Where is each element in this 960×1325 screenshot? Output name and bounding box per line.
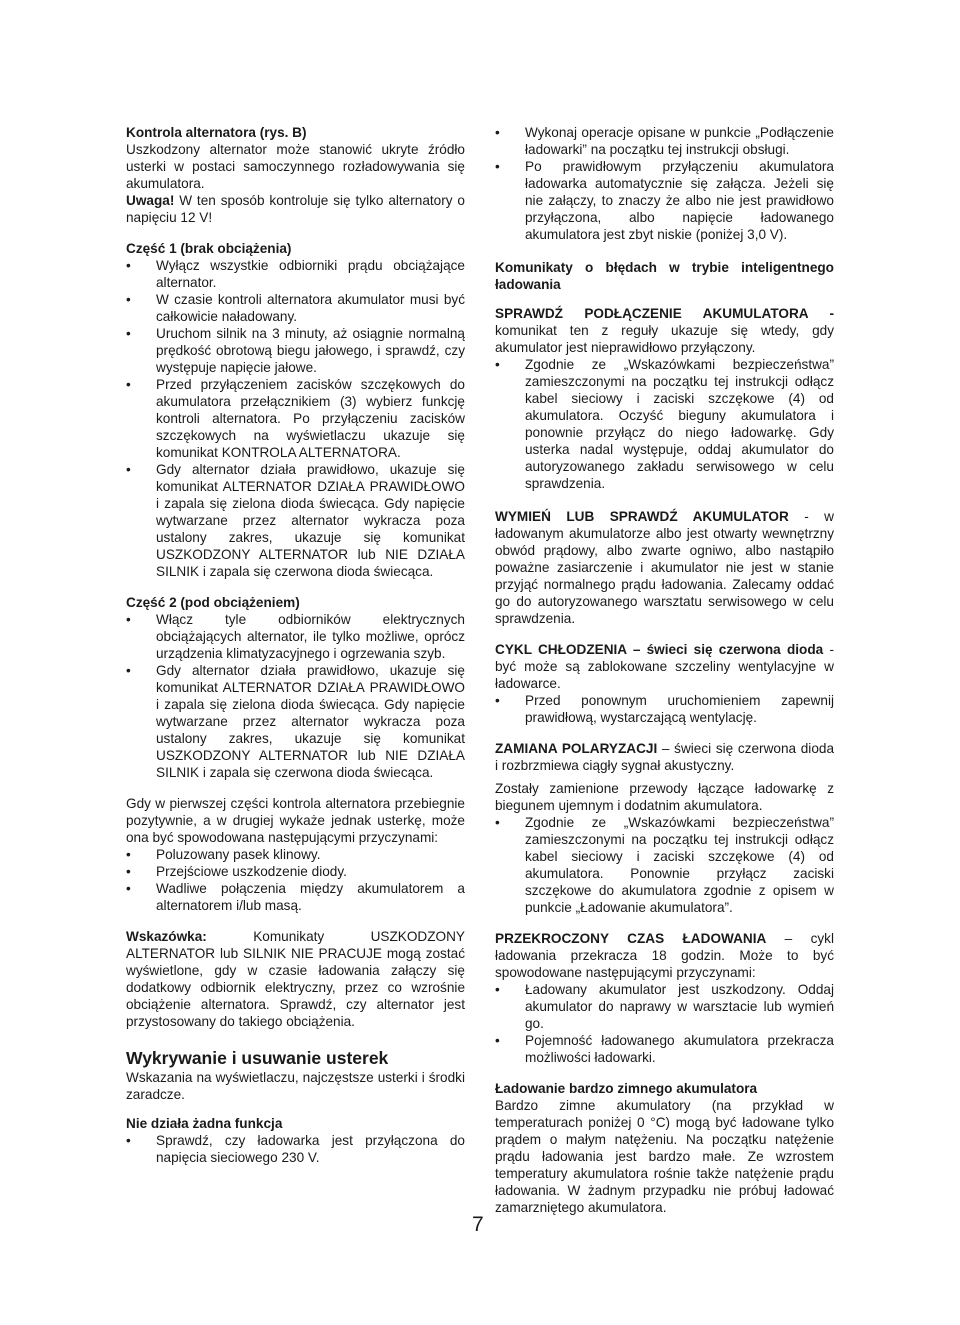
no-function-title: Nie działa żadna funkcja [126, 1116, 283, 1131]
tip-paragraph [126, 928, 465, 1030]
check-connection-text: komunikat ten z reguły ukazuje się wtedy, gdy akumulator jest nieprawidłowo przyłączony. [495, 323, 834, 355]
page-number: 7 [472, 1213, 484, 1236]
part1-list [126, 257, 465, 580]
list-item: • Uruchom silnik na 3 minuty, aż osiągnie normalną prędkość obrotową biegu jałowego, i sprawdź, czy występuje napięcie jałowe. [126, 325, 465, 376]
list-item: • Wyłącz wszystkie odbiorniki prądu obciążające alternator. [126, 257, 465, 291]
alternator-note [126, 192, 465, 226]
cold-title: Ładowanie bardzo zimnego akumulatora [495, 1081, 758, 1096]
errors-title: Komunikaty o błędach w trybie inteligentnego ładowania [495, 260, 834, 292]
summary-list [126, 846, 465, 914]
part2-list [126, 611, 465, 781]
replace-battery-label: WYMIEŃ LUB SPRAWDŹ AKUMULATOR [495, 509, 789, 524]
troubleshooting-heading: Wykrywanie i usuwanie usterek [126, 1048, 389, 1068]
cooling-list [495, 692, 834, 726]
list-item: • Zgodnie ze „Wskazówkami bezpieczeństwa” zamieszczonymi na początku tej instrukcji odłącz kabel sieciowy i zaciski szczękowe (4) od akumulatora. Ponownie przyłącz zaciski szczękowe do akumulatora zgodnie z opisem w punkcie „Ładowanie akumulatora”. [495, 814, 834, 916]
tip-label: Wskazówka: [126, 929, 207, 944]
timeout-text: – cykl ładowania przekracza 18 godzin. Może to być spowodowane następującymi przyczynami: [495, 931, 835, 980]
list-item: • Pojemność ładowanego akumulatora przekracza możliwości ładowarki. [495, 1032, 834, 1066]
summary-text: Gdy w pierwszej części kontrola alternatora przebiegnie pozytywnie, a w drugiej wykaże jednak usterkę, może ona być spowodowana następującymi przyczynami: [126, 796, 465, 845]
alternator-check-text: Uszkodzony alternator może stanowić ukryte źródło usterki w postaci samoczynnego rozładowywania się akumulatora. [126, 142, 465, 191]
list-item: • Zgodnie ze „Wskazówkami bezpieczeństwa” zamieszczonymi na początku tej instrukcji odłącz kabel sieciowy i zaciski szczękowe (4) od akumulatora. Oczyść bieguny akumulatora i ponownie przyłącz do niego ładowarkę. Gdy usterka nadal występuje, oddaj akumulator do autoryzowanego zakładu serwisowego w celu sprawdzenia. [495, 356, 834, 492]
polarity-text2: Zostały zamienione przewody łączące ładowarkę z biegunem ujemnym i dodatnim akumulatora. [495, 781, 834, 813]
list-item: • Przed ponownym uruchomieniem zapewnij prawidłową, wystarczającą wentylację. [495, 692, 834, 726]
list-item: • Poluzowany pasek klinowy. [126, 846, 465, 863]
polarity-paragraph [495, 740, 834, 774]
cooling-label: CYKL CHŁODZENIA – świeci się czerwona dioda [495, 642, 824, 657]
timeout-paragraph [495, 930, 834, 981]
timeout-label: PRZEKROCZONY CZAS ŁADOWANIA [495, 931, 767, 946]
list-item: • Gdy alternator działa prawidłowo, ukazuje się komunikat ALTERNATOR DZIAŁA PRAWIDŁOWO i zapala się zielona dioda świecąca. Gdy napięcie wytwarzane przez alternator wykracza poza ustalony zakres, ukazuje się komunikat USZKODZONY ALTERNATOR lub NIE DZIAŁA SILNIK i zapala się czerwona dioda świecąca. [126, 461, 465, 580]
part1-title: Część 1 (brak obciążenia) [126, 241, 292, 256]
part2-title: Część 2 (pod obciążeniem) [126, 595, 300, 610]
list-item: • Włącz tyle odbiorników elektrycznych obciążających alternator, ile tylko możliwe, oprócz urządzenia klimatyzacyjnego i ogrzewania szyb. [126, 611, 465, 662]
list-item: • Przejściowe uszkodzenie diody. [126, 863, 465, 880]
cooling-paragraph [495, 641, 834, 692]
check-connection-label: SPRAWDŹ PODŁĄCZENIE AKUMULATORA - [495, 306, 834, 321]
right-column [495, 124, 834, 1216]
replace-battery-paragraph [495, 508, 834, 627]
list-item: • Gdy alternator działa prawidłowo, ukazuje się komunikat ALTERNATOR DZIAŁA PRAWIDŁOWO i zapala się zielona dioda świecąca. Gdy napięcie wytwarzane przez alternator wykracza poza ustalony zakres, ukazuje się komunikat USZKODZONY ALTERNATOR lub NIE DZIAŁA SILNIK i zapala się czerwona dioda świecąca. [126, 662, 465, 781]
check-connection-paragraph [495, 305, 834, 356]
list-item: • Przed przyłączeniem zacisków szczękowych do akumulatora przełącznikiem (3) wybierz funkcję kontroli alternatora. Po przyłączeniu zacisków szczękowych na wyświetlaczu ukazuje się komunikat KONTROLA ALTERNATORA. [126, 376, 465, 461]
check-connection-list [495, 356, 834, 492]
troubleshooting-intro: Wskazania na wyświetlaczu, najczęstsze usterki i środki zaradcze. [126, 1070, 465, 1102]
list-item: • Wykonaj operacje opisane w punkcie „Podłączenie ładowarki” na początku tej instrukcji obsługi. [495, 124, 834, 158]
tip-text: Komunikaty USZKODZONY ALTERNATOR lub SILNIK NIE PRACUJE mogą zostać wyświetlone, gdy w czasie ładowania załączy się dodatkowy odbiornik elektryczny, przez co wzrośnie obciążenie alternatora. Sprawdź, czy alternator jest przystosowany do takiego obciążenia. [126, 929, 465, 1029]
cold-text: Bardzo zimne akumulatory (na przykład w temperaturach poniżej 0 °C) mogą być ładowane tylko prądem o małym natężeniu. Na początku natężenie prądu ładowania jest bardzo małe. Ze wzrostem temperatury akumulatora rośnie także natężenie prądu ładowania. W żadnym przypadku nie próbuj ładować zamarzniętego akumulatora. [495, 1098, 834, 1215]
connection-list [495, 124, 834, 243]
list-item: • Sprawdź, czy ładowarka jest przyłączona do napięcia sieciowego 230 V. [126, 1132, 465, 1166]
polarity-label: ZAMIANA POLARYZACJI [495, 741, 658, 756]
list-item: • Ładowany akumulator jest uszkodzony. Oddaj akumulator do naprawy w warsztacie lub wymień go. [495, 981, 834, 1032]
timeout-list [495, 981, 834, 1066]
cooling-text: - być może są zablokowane szczeliny wentylacyjne w ładowarce. [495, 642, 834, 691]
replace-battery-text: - w ładowanym akumulatorze albo jest otwarty wewnętrzny obwód prądowy, albo zwarte ogniwo, albo nastąpiło poważne zasiarczenie i akumulator nie jest w stanie przyjąć normalnego prądu ładowania. Zalecamy oddać go do autoryzowanego warsztatu serwisowego w celu sprawdzenia. [495, 509, 834, 626]
list-item: • W czasie kontroli alternatora akumulator musi być całkowicie naładowany. [126, 291, 465, 325]
left-column [126, 124, 465, 1166]
polarity-text: – świeci się czerwona dioda i rozbrzmiewa ciągły sygnał akustyczny. [495, 741, 835, 773]
list-item: • Po prawidłowym przyłączeniu akumulatora ładowarka automatycznie się załącza. Jeżeli się nie załączy, to znaczy że albo nie jest prawidłowo przyłączona, albo napięcie ładowanego akumulatora jest zbyt niskie (poniżej 3,0 V). [495, 158, 834, 243]
polarity-list [495, 814, 834, 916]
no-function-list [126, 1132, 465, 1166]
note-label: Uwaga! [126, 193, 175, 208]
alternator-check-title: Kontrola alternatora (rys. B) [126, 125, 307, 140]
list-item: • Wadliwe połączenia między akumulatorem a alternatorem i/lub masą. [126, 880, 465, 914]
note-text: W ten sposób kontroluje się tylko alternatory o napięciu 12 V! [126, 193, 465, 225]
